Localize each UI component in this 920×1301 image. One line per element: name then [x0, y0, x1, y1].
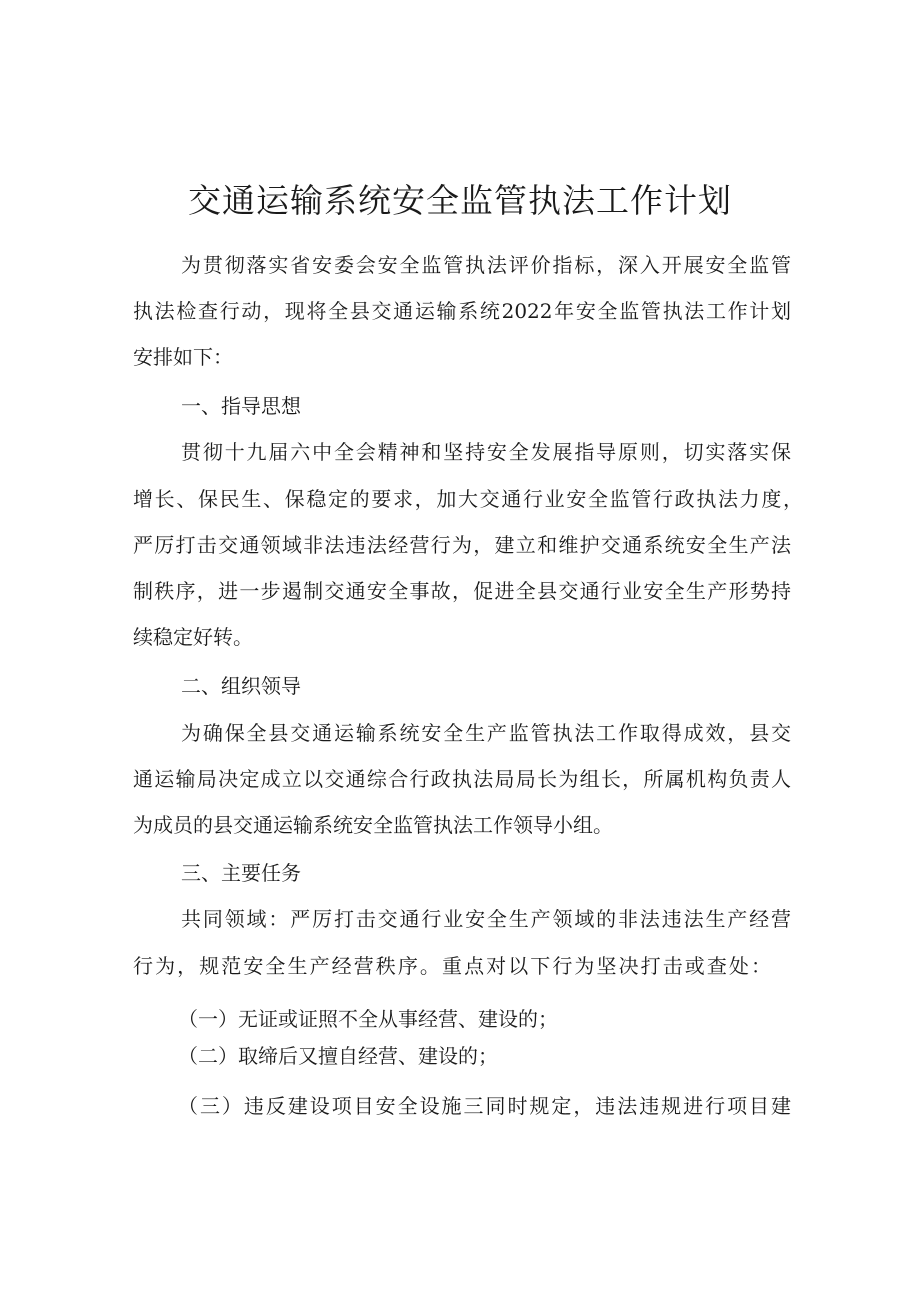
- document-title: 交通运输系统安全监管执法工作计划: [188, 181, 732, 220]
- section1-line-1: 贯彻十九届六中全会精神和坚持安全发展指导原则，切实落实保: [181, 440, 791, 464]
- intro-line-2: 执法检查行动，现将全县交通运输系统2022年安全监管执法工作计划: [133, 299, 791, 323]
- section1-line-2: 增长、保民生、保稳定的要求，加大交通行业安全监管行政执法力度，: [133, 487, 803, 511]
- list-item-1: （一）无证或证照不全从事经营、建设的；: [178, 1007, 558, 1031]
- section-heading-3: 三、主要任务: [181, 861, 301, 885]
- section2-line-1: 为确保全县交通运输系统安全生产监管执法工作取得成效，县交: [181, 721, 791, 745]
- section-heading-1: 一、指导思想: [181, 394, 301, 418]
- section-heading-2: 二、组织领导: [181, 674, 301, 698]
- section3-line-2: 行为，规范安全生产经营秩序。重点对以下行为坚决打击或查处：: [133, 954, 771, 978]
- section2-line-2: 通运输局决定成立以交通综合行政执法局局长为组长，所属机构负责人: [133, 767, 791, 791]
- section2-line-3: 为成员的县交通运输系统安全监管执法工作领导小组。: [133, 813, 613, 837]
- section3-line-1: 共同领域：严厉打击交通行业安全生产领域的非法违法生产经营: [181, 907, 791, 931]
- section1-line-5: 续稳定好转。: [133, 625, 253, 649]
- section1-line-4: 制秩序，进一步遏制交通安全事故，促进全县交通行业安全生产形势持: [133, 579, 791, 603]
- intro-line-1: 为贯彻落实省安委会安全监管执法评价指标，深入开展安全监管: [181, 253, 791, 277]
- list-item-2: （二）取缔后又擅自经营、建设的；: [178, 1044, 498, 1068]
- list-item-3: （三）违反建设项目安全设施三同时规定，违法违规进行项目建: [178, 1094, 791, 1118]
- intro-line-3: 安排如下：: [133, 345, 233, 369]
- section1-line-3: 严厉打击交通领域非法违法经营行为，建立和维护交通系统安全生产法: [133, 533, 791, 557]
